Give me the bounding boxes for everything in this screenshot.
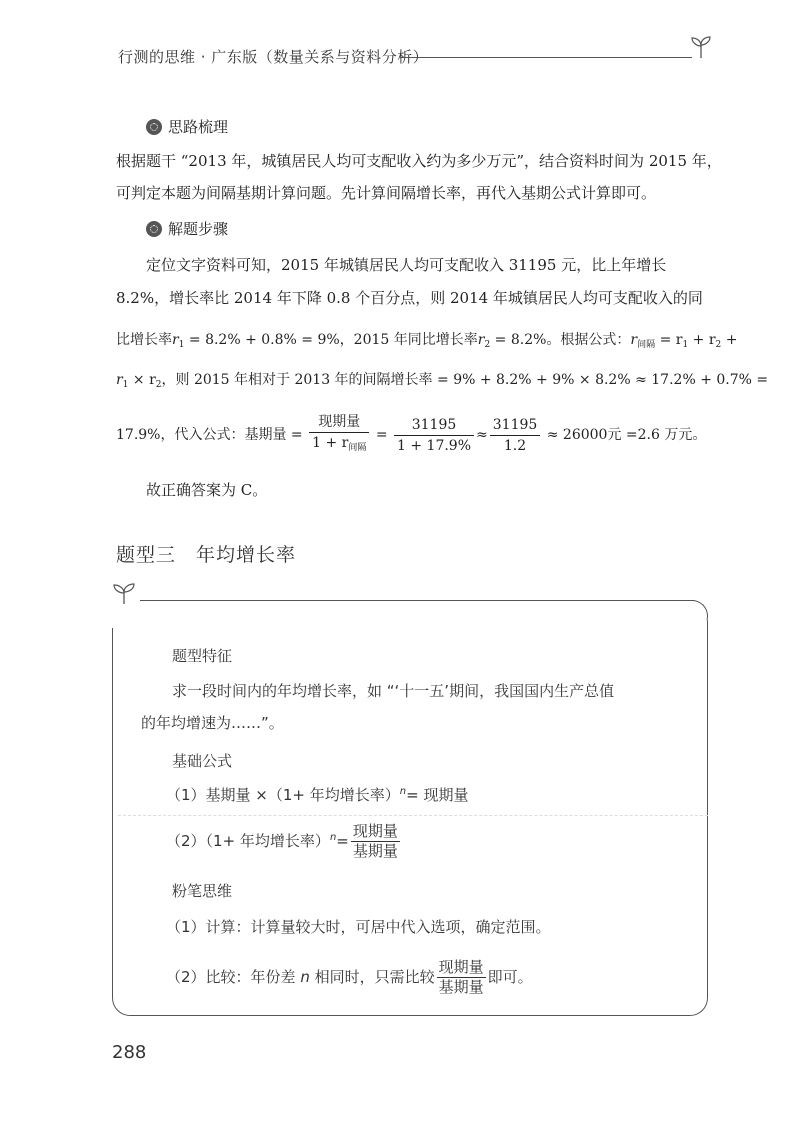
- steps-line-4: [116, 370, 769, 395]
- fraction-base-formula: [309, 412, 369, 458]
- text-span: （2）（1+ 年均增长率）: [166, 832, 330, 850]
- scan-artifact-line: [118, 815, 708, 816]
- box-gap: [112, 604, 113, 628]
- text-span: 相同时，只需比较: [309, 968, 435, 986]
- fraction-denominator: 1 + 17.9%: [397, 437, 472, 454]
- exponent: n: [399, 786, 407, 797]
- conclusion: 故正确答案为 C。: [146, 481, 268, 499]
- fraction-denominator: 基期量: [352, 842, 398, 860]
- text-span: 比增长率: [116, 332, 172, 348]
- var-r: r: [172, 332, 179, 348]
- var-r: r: [116, 372, 123, 388]
- approx-sign: ≈: [476, 427, 488, 443]
- bullet-circle-icon: [146, 221, 162, 237]
- steps-line-1: 定位文字资料可知，2015 年城镇居民人均可支配收入 31195 元，比上年增长: [146, 256, 667, 274]
- subscript: 2: [715, 340, 722, 350]
- text-span: （1）基期量 ×（1+ 年均增长率）: [166, 786, 400, 804]
- box-top-border-end: [680, 600, 694, 601]
- analysis-line-1: 根据题干 “2013 年，城镇居民人均可支配收入约为多少万元”，结合资料时间为 2015 年，: [116, 152, 722, 170]
- equals-sign: =: [375, 427, 388, 443]
- tip-2: [166, 958, 533, 997]
- var-n: n: [300, 968, 310, 986]
- fraction-numerator: 现期量: [438, 958, 484, 976]
- text-span: （2）比较：年份差: [166, 968, 301, 986]
- text-span: 17.9%，代入公式：基期量 =: [116, 427, 303, 443]
- steps-heading: [146, 218, 228, 239]
- text-span: = 现期量: [406, 786, 469, 804]
- bullet-circle-icon: [146, 119, 162, 135]
- text-span: + r: [688, 332, 716, 348]
- fraction-numerator: 现期量: [352, 822, 398, 840]
- sprout-icon: [108, 580, 140, 606]
- exponent: n: [329, 832, 337, 843]
- box-top-border: [140, 600, 680, 601]
- fraction-numerator: 现期量: [309, 412, 369, 433]
- text-span: ≈ 26000元 =2.6 万元。: [546, 427, 707, 443]
- header-rule: [400, 57, 692, 58]
- fraction-value: [394, 415, 474, 456]
- analysis-heading-text: 思路梳理: [168, 118, 229, 136]
- text-span: = 8.2% + 0.8% = 9%，2015 年同比增长率: [184, 332, 478, 348]
- sprout-icon: [688, 34, 714, 60]
- fraction-denominator: [309, 433, 369, 458]
- analysis-heading: [146, 116, 228, 137]
- tips-heading: 粉笔思维: [172, 882, 233, 900]
- formula-1: [166, 784, 468, 805]
- text-span: 1 + r: [312, 435, 349, 451]
- fraction-denominator: 基期量: [438, 978, 484, 996]
- var-r: r: [630, 332, 638, 348]
- var-r: r: [477, 332, 485, 348]
- feature-line-2: 的年均增速为……”。: [141, 714, 284, 732]
- text-span: = r: [655, 332, 683, 348]
- text-span: =: [336, 832, 349, 850]
- subscript: 1: [178, 340, 185, 350]
- feature-line-1: 求一段时间内的年均增长率，如 “‘十一五’期间，我国国内生产总值: [172, 682, 615, 700]
- text-span: = 8.2%。根据公式：: [490, 332, 631, 348]
- fraction-denominator: 1.2: [503, 437, 527, 454]
- fraction-approx: [490, 415, 541, 456]
- steps-line-2: 8.2%，增长率比 2014 年下降 0.8 个百分点，则 2014 年城镇居民人均可支配收入的同: [116, 289, 703, 307]
- steps-heading-text: 解题步骤: [168, 220, 229, 238]
- subscript: 1: [682, 340, 689, 350]
- feature-heading: 题型特征: [172, 647, 233, 665]
- subscript: 1: [122, 380, 129, 390]
- text-span: +: [721, 332, 738, 348]
- text-span: 即可。: [487, 968, 533, 986]
- steps-line-3: [116, 330, 738, 355]
- text-span: × r: [128, 372, 156, 388]
- section-title: 题型三 年均增长率: [116, 544, 297, 566]
- fraction-ratio: [437, 958, 486, 997]
- analysis-line-2: 可判定本题为间隔基期计算问题。先计算间隔增长率，再代入基期公式计算即可。: [116, 184, 657, 202]
- tip-1: （1）计算：计算量较大时，可居中代入选项，确定范围。: [166, 918, 551, 936]
- fraction-numerator: 31195: [490, 415, 541, 436]
- fraction-numerator: 31195: [394, 415, 474, 436]
- steps-line-5: [116, 412, 716, 458]
- subscript: 2: [155, 380, 162, 390]
- text-span: ，则 2015 年相对于 2013 年的间隔增长率 = 9% + 8.2% + 9% × 8.2% ≈ 17.2% + 0.7% =: [161, 372, 769, 388]
- formula-2: [166, 822, 402, 861]
- page-number: 288: [112, 1042, 147, 1063]
- fraction-ratio: [351, 822, 400, 861]
- subscript: 间隔: [348, 443, 367, 453]
- box-corner: [690, 600, 708, 618]
- formula-heading: 基础公式: [172, 752, 233, 770]
- subscript: 2: [484, 340, 491, 350]
- subscript: 间隔: [637, 340, 656, 350]
- running-header: 行测的思维 · 广东版（数量关系与资料分析）: [118, 48, 429, 66]
